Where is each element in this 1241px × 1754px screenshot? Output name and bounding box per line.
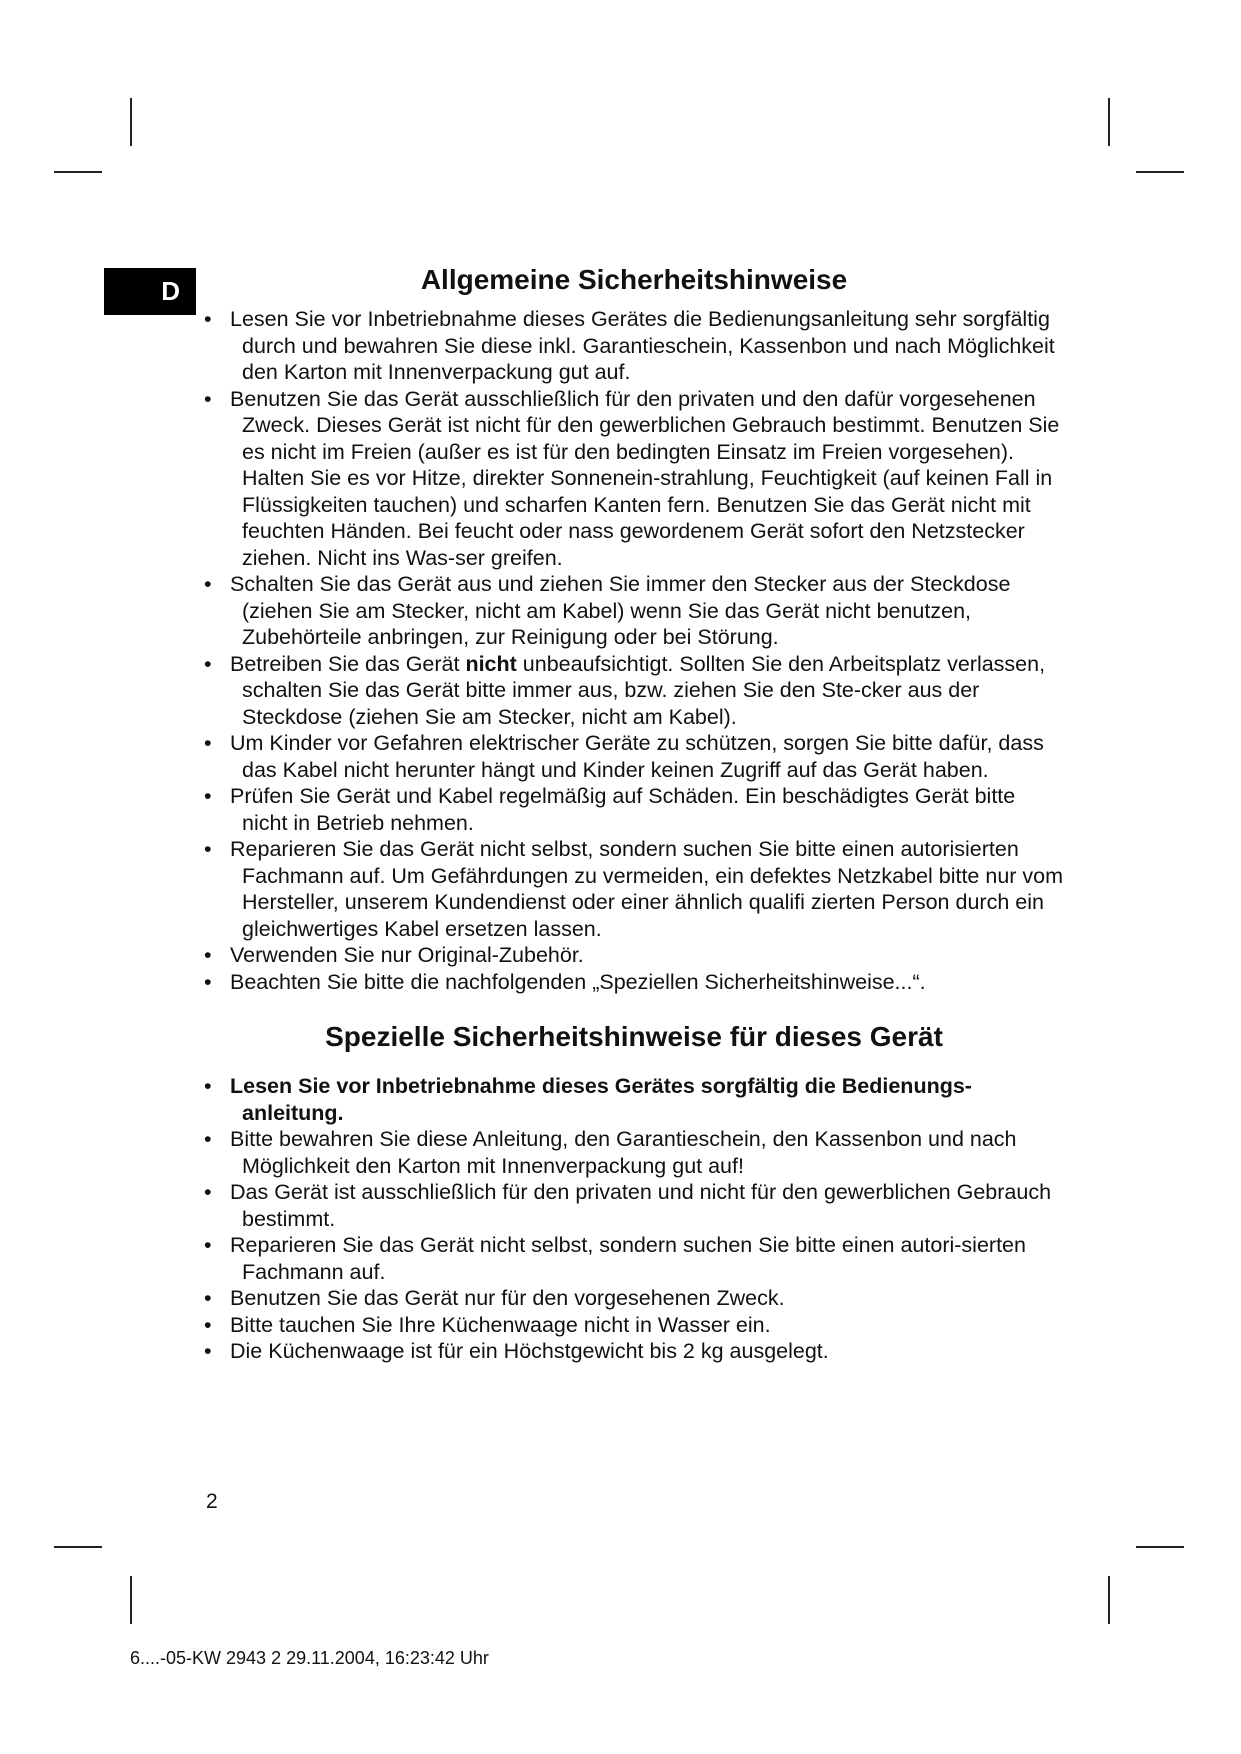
print-footer: 6....-05-KW 2943 2 29.11.2004, 16:23:42 Uhr bbox=[130, 1648, 489, 1668]
list-item bbox=[204, 836, 1064, 942]
bullet: • bbox=[204, 1233, 212, 1257]
list-item-text: Betreiben Sie das Gerät bbox=[230, 651, 466, 676]
list-item-text: unbeaufsichtigt. Sollten Sie den Arbeitsplatz verlassen, schalten Sie das Gerät bitte immer aus, bzw. ziehen Sie den Ste-cker aus der Steckdose (ziehen Sie am Stecker, nicht am Kabel). bbox=[242, 651, 1046, 729]
bullet: • bbox=[204, 1312, 212, 1337]
list-item bbox=[204, 386, 1064, 572]
list-item bbox=[204, 969, 1064, 996]
list-item bbox=[204, 730, 1064, 783]
list-item-text: Das Gerät ist ausschließlich für den privaten und nicht für den gewerblichen Gebrauch bestimmt. bbox=[230, 1180, 1052, 1231]
list-item-text: Bitte tauchen Sie Ihre Küchenwaage nicht in Wasser ein. bbox=[230, 1312, 771, 1337]
list-item bbox=[204, 651, 1064, 731]
list-item-text: Benutzen Sie das Gerät ausschließlich für den privaten und den dafür vorgesehenen Zweck. Dieses Gerät ist nicht für den gewerblichen Gebrauch bestimmt. Benutzen Sie es nicht im Freien (außer es ist für den bedingten Einsatz im Freien vorgesehen). Halten Sie es vor Hitze, direkter Sonnenein-strahlung, Feuchtigkeit (auf keinen Fall in Flüssigkeiten tauchen) und scharfen Kanten fern. Benutzen Sie das Gerät nicht mit feuchten Händen. Bei feucht oder nass gewordenem Gerät sofort den Netzstecker ziehen. Nicht ins Was-ser greifen. bbox=[230, 386, 1060, 570]
bullet: • bbox=[204, 784, 212, 808]
crop-mark-bottom-right-vertical bbox=[1108, 1576, 1110, 1624]
section-title-specific-safety: Spezielle Sicherheitshinweise für dieses Gerät bbox=[325, 1021, 943, 1052]
list-item-text: Schalten Sie das Gerät aus und ziehen Sie immer den Stecker aus der Steckdose (ziehen Sie am Stecker, nicht am Kabel) wenn Sie das Gerät nicht benutzen, Zubehörteile anbringen, zur Reinigung oder bei Störung. bbox=[230, 572, 1011, 649]
crop-mark-top-right-horizontal bbox=[1136, 171, 1184, 173]
list-item bbox=[204, 1073, 1064, 1126]
list-item bbox=[204, 942, 1064, 969]
bullet: • bbox=[204, 386, 212, 411]
list-item-text: Lesen Sie vor Inbetriebnahme dieses Gerätes die Bedienungsanleitung sehr sorgfältig durch und bewahren Sie diese inkl. Garantieschein, Kassenbon und nach Möglichkeit den Karton mit Innenverpackung gut auf. bbox=[230, 307, 1055, 384]
crop-mark-top-right-vertical bbox=[1108, 98, 1110, 146]
list-item-text: Um Kinder vor Gefahren elektrischer Geräte zu schützen, sorgen Sie bitte dafür, dass das Kabel nicht herunter hängt und Kinder keinen Zugriff auf das Gerät haben. bbox=[230, 731, 1044, 782]
crop-mark-top-left-horizontal bbox=[54, 171, 102, 173]
page-content bbox=[204, 258, 1064, 1365]
bullet: • bbox=[204, 943, 212, 967]
list-item bbox=[204, 571, 1064, 651]
bullet: • bbox=[204, 837, 212, 861]
bullet: • bbox=[204, 731, 212, 755]
list-item-text: Reparieren Sie das Gerät nicht selbst, sondern suchen Sie bitte einen autori-sierten Fachmann auf. bbox=[230, 1233, 1026, 1284]
list-item-text: Die Küchenwaage ist für ein Höchstgewicht bis 2 kg ausgelegt. bbox=[230, 1339, 829, 1363]
bullet: • bbox=[204, 1074, 212, 1098]
list-item bbox=[204, 1285, 1064, 1312]
general-safety-list bbox=[204, 306, 1064, 995]
list-item-text: Bitte bewahren Sie diese Anleitung, den Garantieschein, den Kassenbon und nach Möglichkeit den Karton mit Innenverpackung gut auf! bbox=[230, 1127, 1017, 1178]
bullet: • bbox=[204, 1180, 212, 1204]
list-item-text: Verwenden Sie nur Original-Zubehör. bbox=[230, 943, 584, 967]
crop-mark-bottom-right-horizontal bbox=[1136, 1546, 1184, 1548]
list-item bbox=[204, 1232, 1064, 1285]
list-item bbox=[204, 783, 1064, 836]
list-item-text: Reparieren Sie das Gerät nicht selbst, sondern suchen Sie bitte einen autorisierten Fachmann auf. Um Gefährdungen zu vermeiden, ein defektes Netzkabel bitte nur vom Hersteller, unserem Kundendienst oder einer ähnlich qualifi zierten Person durch ein gleichwertiges Kabel ersetzen lassen. bbox=[230, 837, 1064, 941]
list-item bbox=[204, 1179, 1064, 1232]
list-item bbox=[204, 1338, 1064, 1365]
list-item bbox=[204, 306, 1064, 386]
language-tab: D bbox=[104, 268, 196, 315]
crop-mark-bottom-left-vertical bbox=[130, 1576, 132, 1624]
list-item bbox=[204, 1312, 1064, 1339]
bullet: • bbox=[204, 1127, 212, 1151]
bullet: • bbox=[204, 307, 212, 331]
bullet: • bbox=[204, 572, 212, 596]
list-item-text: Lesen Sie vor Inbetriebnahme dieses Gerätes sorgfältig die Bedienungs-anleitung. bbox=[230, 1074, 972, 1125]
crop-mark-top-left-vertical bbox=[130, 98, 132, 146]
bullet: • bbox=[204, 651, 212, 676]
crop-mark-bottom-left-horizontal bbox=[54, 1546, 102, 1548]
list-item-emphasis: nicht bbox=[465, 651, 517, 676]
list-item-text: Beachten Sie bitte die nachfolgenden „Speziellen Sicherheitshinweise...“. bbox=[230, 969, 926, 994]
bullet: • bbox=[204, 1286, 212, 1310]
bullet: • bbox=[204, 1339, 212, 1363]
list-item-text: Prüfen Sie Gerät und Kabel regelmäßig auf Schäden. Ein beschädigtes Gerät bitte nicht in Betrieb nehmen. bbox=[230, 784, 1016, 835]
specific-safety-list bbox=[204, 1073, 1064, 1365]
list-item-text: Benutzen Sie das Gerät nur für den vorgesehenen Zweck. bbox=[230, 1286, 785, 1310]
list-item bbox=[204, 1126, 1064, 1179]
section-title-general-safety: Allgemeine Sicherheitshinweise bbox=[420, 264, 848, 295]
bullet: • bbox=[204, 969, 212, 994]
page-number: 2 bbox=[206, 1490, 218, 1513]
